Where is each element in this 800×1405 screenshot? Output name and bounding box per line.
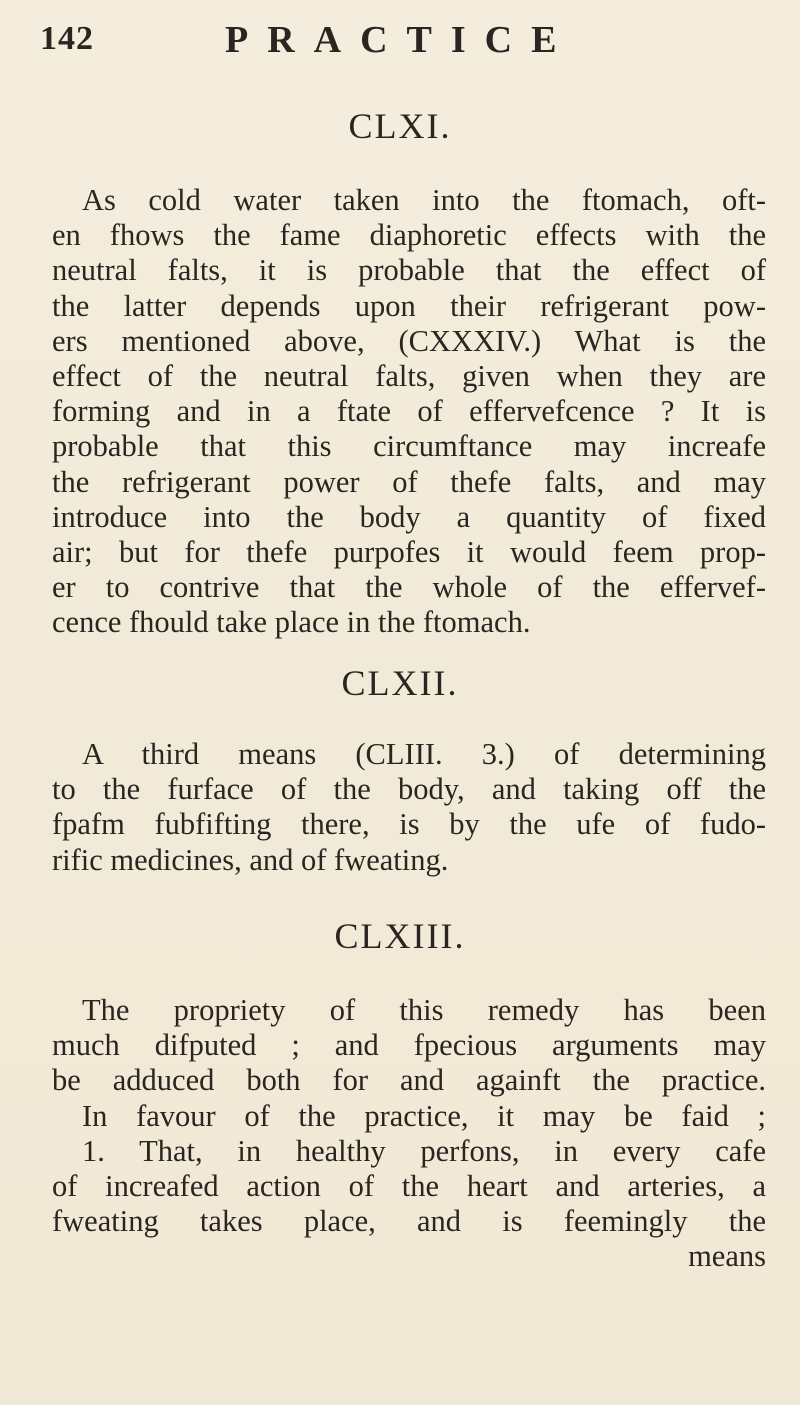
text-line: ers mentioned above, (CXXXIV.) What is the	[52, 323, 766, 358]
text-line: er to contrive that the whole of the effervef-	[52, 570, 766, 605]
text-line: forming and in a ftate of effervefcence ? It is	[52, 394, 766, 429]
text-line: fpafm fubfifting there, is by the ufe of fudo-	[52, 807, 766, 842]
text-line: The propriety of this remedy has been	[82, 993, 766, 1027]
text-line: rific medicines, and of fweating.	[52, 842, 449, 877]
running-title: PRACTICE	[225, 19, 576, 61]
text-line: introduce into the body a quantity of fixed	[52, 499, 766, 534]
text-line: As cold water taken into the ftomach, oft-	[82, 183, 766, 217]
section-heading-clxiii: CLXIII.	[334, 916, 466, 956]
text-line: to the furface of the body, and taking off the	[52, 772, 766, 807]
text-line: be adduced both for and againft the practice.	[52, 1063, 766, 1098]
text-line: A third means (CLIII. 3.) of determining	[82, 737, 766, 771]
text-line: probable that this circumftance may increafe	[52, 429, 766, 464]
paragraph-clxii	[52, 737, 766, 878]
text-line: 1. That, in healthy perfons, in every cafe	[82, 1133, 766, 1168]
text-line: the latter depends upon their refrigerant pow-	[52, 288, 766, 323]
text-line: neutral falts, it is probable that the effect of	[52, 253, 766, 288]
paragraph-clxi	[52, 183, 766, 641]
catchword: means	[688, 1239, 766, 1274]
text-line: en fhows the fame diaphoretic effects with the	[52, 218, 766, 253]
running-head	[40, 12, 760, 72]
text-line: the refrigerant power of thefe falts, and may	[52, 464, 766, 499]
section-heading-clxi: CLXI.	[348, 106, 452, 146]
paragraph-clxiii	[52, 993, 766, 1275]
text-line: air; but for thefe purpofes it would feem prop-	[52, 535, 766, 570]
text-line: much difputed ; and fpecious arguments may	[52, 1028, 766, 1063]
page-number: 142	[40, 20, 94, 57]
text-line: cence fhould take place in the ftomach.	[52, 605, 531, 640]
text-line: of increafed action of the heart and arteries, a	[52, 1169, 766, 1204]
text-line: fweating takes place, and is feemingly the	[52, 1204, 766, 1239]
text-line: effect of the neutral falts, given when they are	[52, 359, 766, 394]
section-heading-clxii: CLXII.	[341, 663, 459, 703]
text-line: In favour of the practice, it may be faid ;	[82, 1098, 766, 1133]
